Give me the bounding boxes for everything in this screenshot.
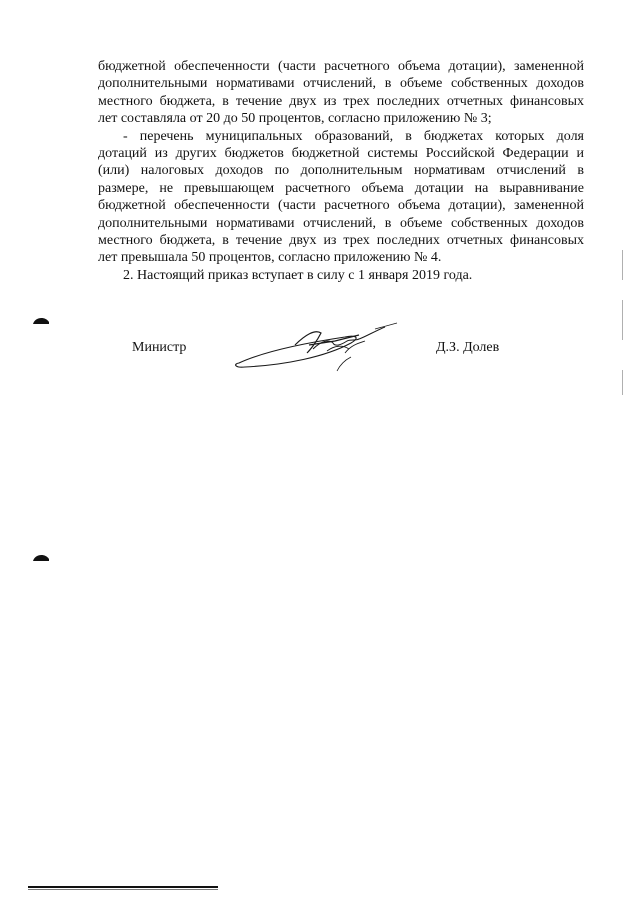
signer-name: Д.З. Долев	[436, 340, 500, 355]
text-line: дотаций из других бюджетов бюджетной системы Российской Федерации и	[98, 146, 584, 162]
scan-artifact	[622, 370, 623, 395]
scan-artifact	[622, 300, 623, 340]
bottom-rule	[28, 886, 218, 888]
text-line: 2. Настоящий приказ вступает в силу с 1 января 2019 года.	[123, 267, 473, 283]
punch-hole-mark	[33, 316, 49, 324]
body-text	[98, 58, 584, 284]
punch-hole-mark	[33, 553, 49, 561]
bottom-rule-shadow	[28, 889, 218, 890]
text-line: местного бюджета, в течение двух из трех последних отчетных финансовых	[98, 233, 584, 249]
scan-artifact	[622, 250, 623, 280]
handwritten-signature	[225, 315, 405, 385]
signer-position: Министр	[132, 340, 187, 355]
text-line: - перечень муниципальных образований, в бюджетах которых доля	[123, 128, 584, 144]
text-line: размере, не превышающем расчетного объема дотации на выравнивание	[98, 180, 584, 196]
text-line: дополнительными нормативами отчислений, в объеме собственных доходов	[98, 76, 584, 92]
text-line: местного бюджета, в течение двух из трех последних отчетных финансовых	[98, 93, 584, 109]
text-line: лет составляла от 20 до 50 процентов, согласно приложению № 3;	[98, 111, 492, 127]
text-line: лет превышала 50 процентов, согласно приложению № 4.	[98, 250, 442, 266]
text-line: дополнительными нормативами отчислений, в объеме собственных доходов	[98, 215, 584, 231]
text-line: бюджетной обеспеченности (части расчетного объема дотации), замененной	[98, 198, 584, 214]
text-line: (или) налоговых доходов по дополнительным нормативам отчислений в	[98, 163, 584, 179]
text-line: бюджетной обеспеченности (части расчетного объема дотации), замененной	[98, 59, 584, 74]
